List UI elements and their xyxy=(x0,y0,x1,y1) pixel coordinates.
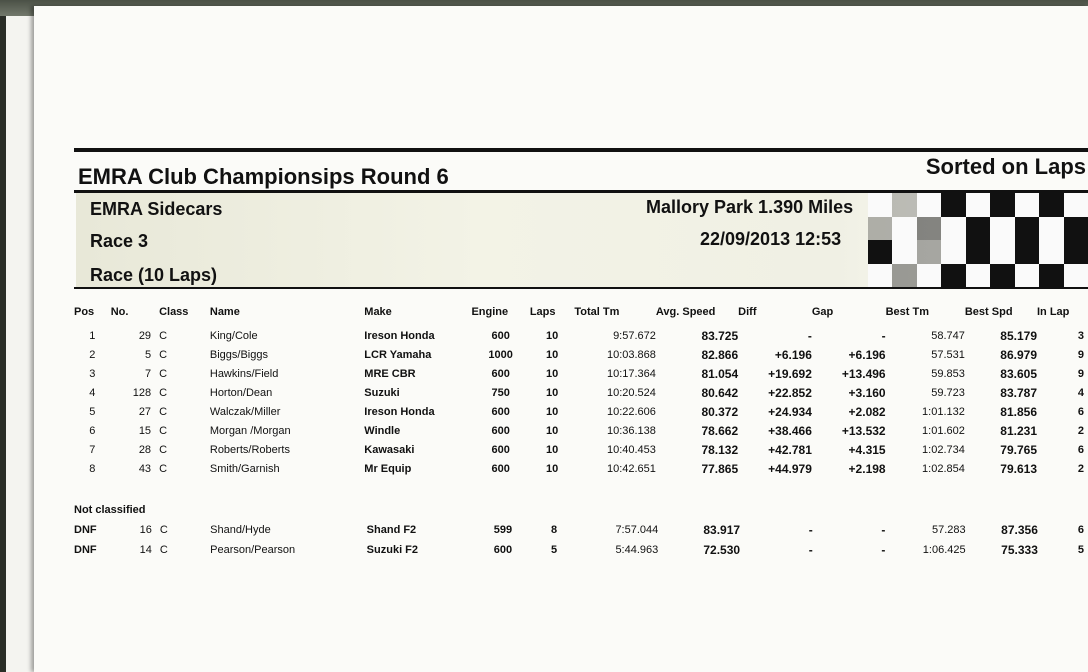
cell-avg: 78.132 xyxy=(701,442,739,457)
cell-class: C xyxy=(159,524,168,536)
cell-engine: 1000 xyxy=(488,348,513,361)
cell-diff: +19.692 xyxy=(768,366,812,381)
col-diff: Diff xyxy=(738,306,757,318)
cell-no: 16 xyxy=(139,524,152,536)
cell-name: Horton/Dean xyxy=(209,386,273,399)
cell-laps: 10 xyxy=(545,329,559,342)
col-class: Class xyxy=(159,306,189,318)
cell-best: 1:02.734 xyxy=(922,443,965,456)
race-banner xyxy=(76,193,1088,287)
checkered-flag-graphic xyxy=(868,193,1088,287)
cell-pos: 3 xyxy=(89,367,96,380)
col-avg: Avg. Speed xyxy=(655,306,716,318)
cell-avg: 78.662 xyxy=(701,423,739,438)
cell-best: 1:01.602 xyxy=(922,424,965,437)
cell-laps: 10 xyxy=(545,462,559,475)
cell-avg: 81.054 xyxy=(701,366,739,381)
race-label: Race 3 xyxy=(90,231,149,251)
cell-pos: 5 xyxy=(89,405,96,418)
cell-make: Mr Equip xyxy=(364,462,412,475)
cell-gap: +4.315 xyxy=(848,442,886,457)
cell-name: Walczak/Miller xyxy=(209,405,281,418)
cell-total: 10:17.364 xyxy=(606,367,656,380)
cell-pos: 7 xyxy=(89,443,96,456)
cell-diff: +44.979 xyxy=(768,461,812,476)
table-row xyxy=(74,326,1088,345)
cell-engine: 600 xyxy=(491,367,510,380)
cell-bspd: 79.613 xyxy=(1000,461,1037,476)
cell-best: 1:02.854 xyxy=(922,462,965,475)
results-table xyxy=(74,306,1088,478)
cell-bspd: 83.605 xyxy=(1000,366,1037,381)
cell-total: 9:57.672 xyxy=(613,329,656,342)
col-gap: Gap xyxy=(811,306,834,318)
cell-bspd: 81.231 xyxy=(1000,423,1037,438)
cell-laps: 10 xyxy=(545,443,559,456)
cell-name: Biggs/Biggs xyxy=(209,348,268,361)
col-name: Name xyxy=(209,306,240,318)
cell-no: 128 xyxy=(132,386,152,399)
col-no: No. xyxy=(110,306,129,318)
cell-inlap: 6 xyxy=(1077,405,1084,418)
cell-class: C xyxy=(159,424,168,437)
cell-inlap: 9 xyxy=(1077,348,1084,361)
col-total: Total Tm xyxy=(574,306,620,318)
cell-class: C xyxy=(159,544,168,556)
cell-make: Ireson Honda xyxy=(364,329,435,342)
table-row xyxy=(74,364,1088,383)
top-rule xyxy=(74,148,1088,152)
cell-engine: 750 xyxy=(491,386,510,399)
table-row xyxy=(74,421,1088,440)
col-make: Make xyxy=(364,306,392,318)
cell-best: 58.747 xyxy=(931,329,965,342)
cell-no: 15 xyxy=(138,424,152,437)
cell-inlap: 2 xyxy=(1077,424,1084,437)
cell-gap: - xyxy=(881,523,886,537)
table-row xyxy=(74,459,1088,478)
col-laps: Laps xyxy=(529,306,556,318)
cell-bspd: 75.333 xyxy=(1001,543,1038,557)
cell-total: 5:44.963 xyxy=(615,544,659,556)
race-detail: Race (10 Laps) xyxy=(90,265,218,285)
cell-class: C xyxy=(159,443,168,456)
results-body xyxy=(74,326,1088,478)
cell-total: 10:22.606 xyxy=(606,405,656,418)
cell-engine: 600 xyxy=(491,462,510,475)
cell-name: King/Cole xyxy=(209,329,258,342)
cell-laps: 10 xyxy=(545,424,559,437)
cell-class: C xyxy=(159,329,168,342)
cell-best: 59.853 xyxy=(931,367,965,380)
cell-avg: 72.530 xyxy=(703,543,741,557)
cell-engine: 600 xyxy=(491,405,510,418)
cell-gap: - xyxy=(881,328,886,343)
cell-gap: +6.196 xyxy=(848,347,886,362)
cell-inlap: 4 xyxy=(1077,386,1084,399)
cell-no: 5 xyxy=(144,348,152,361)
cell-inlap: 5 xyxy=(1077,544,1084,556)
cell-name: Smith/Garnish xyxy=(209,462,280,475)
cell-diff: - xyxy=(808,523,813,537)
cell-total: 10:42.651 xyxy=(606,462,656,475)
cell-avg: 83.917 xyxy=(703,523,741,537)
venue: Mallory Park 1.390 Miles xyxy=(646,197,854,217)
sort-label: Sorted on Laps xyxy=(925,154,1086,179)
cell-bspd: 86.979 xyxy=(1000,347,1037,362)
cell-gap: +13.532 xyxy=(841,423,886,438)
cell-no: 29 xyxy=(138,329,152,342)
col-best: Best Tm xyxy=(885,306,929,318)
col-inlap: In Lap xyxy=(1037,306,1070,318)
cell-diff: +22.852 xyxy=(768,385,812,400)
cell-total: 10:40.453 xyxy=(606,443,656,456)
cell-diff: +24.934 xyxy=(768,404,812,419)
cell-inlap: 9 xyxy=(1077,367,1084,380)
cell-engine: 600 xyxy=(491,424,510,437)
cell-class: C xyxy=(159,386,168,399)
cell-engine: 600 xyxy=(493,544,513,556)
cell-gap: - xyxy=(881,543,886,557)
cell-inlap: 6 xyxy=(1077,524,1084,536)
column-headers xyxy=(74,306,1088,326)
cell-name: Roberts/Roberts xyxy=(209,443,290,456)
cell-diff: +38.466 xyxy=(768,423,812,438)
cell-class: C xyxy=(159,462,168,475)
cell-name: Morgan /Morgan xyxy=(209,424,291,437)
cell-class: C xyxy=(159,367,168,380)
cell-best: 1:06.425 xyxy=(922,544,966,556)
cell-best: 59.723 xyxy=(931,386,965,399)
cell-avg: 80.372 xyxy=(701,404,739,419)
cell-laps: 10 xyxy=(545,367,559,380)
cell-class: C xyxy=(159,405,168,418)
cell-inlap: 6 xyxy=(1077,443,1084,456)
cell-inlap: 2 xyxy=(1077,462,1084,475)
cell-total: 10:36.138 xyxy=(606,424,656,437)
cell-bspd: 85.179 xyxy=(1000,328,1037,343)
cell-gap: +2.198 xyxy=(848,461,886,476)
not-classified-label: Not classified xyxy=(74,504,146,516)
results-sheet xyxy=(34,6,1088,672)
cell-diff: - xyxy=(807,328,812,343)
cell-make: Suzuki xyxy=(364,386,400,399)
cell-engine: 600 xyxy=(491,443,510,456)
cell-make: LCR Yamaha xyxy=(364,348,432,361)
cell-total: 7:57.044 xyxy=(615,524,659,536)
cell-avg: 77.865 xyxy=(701,461,739,476)
cell-pos: 1 xyxy=(89,329,96,342)
cell-make: MRE CBR xyxy=(364,367,416,380)
cell-laps: 10 xyxy=(545,348,559,361)
cell-laps: 10 xyxy=(545,405,559,418)
cell-gap: +13.496 xyxy=(841,366,886,381)
not-classified-table xyxy=(74,520,1088,560)
cell-make: Shand F2 xyxy=(366,524,417,536)
cell-diff: +42.781 xyxy=(768,442,812,457)
cell-no: 14 xyxy=(139,544,152,556)
cell-make: Ireson Honda xyxy=(364,405,435,418)
col-pos: Pos xyxy=(74,306,95,318)
cell-bspd: 79.765 xyxy=(1000,442,1037,457)
cell-avg: 80.642 xyxy=(701,385,739,400)
cell-no: 27 xyxy=(138,405,152,418)
cell-pos: DNF xyxy=(74,524,97,536)
cell-laps: 8 xyxy=(551,524,558,536)
class-name: EMRA Sidecars xyxy=(90,199,223,219)
col-bspd: Best Spd xyxy=(964,306,1013,318)
cell-no: 7 xyxy=(144,367,152,380)
cell-laps: 10 xyxy=(545,386,559,399)
cell-name: Shand/Hyde xyxy=(210,524,271,536)
cell-bspd: 83.787 xyxy=(1000,385,1037,400)
cell-class: C xyxy=(159,348,168,361)
col-engine: Engine xyxy=(471,306,509,318)
table-row xyxy=(74,540,1088,560)
cell-best: 57.531 xyxy=(931,348,965,361)
cell-no: 28 xyxy=(138,443,152,456)
table-row xyxy=(74,520,1088,540)
not-classified-body xyxy=(74,520,1088,560)
cell-bspd: 87.356 xyxy=(1001,523,1038,537)
cell-engine: 599 xyxy=(493,524,513,536)
banner-rule xyxy=(74,287,1088,289)
cell-make: Suzuki F2 xyxy=(366,544,419,556)
cell-inlap: 3 xyxy=(1077,329,1084,342)
cell-diff: - xyxy=(808,543,813,557)
cell-pos: 6 xyxy=(89,424,96,437)
table-row xyxy=(74,402,1088,421)
cell-make: Kawasaki xyxy=(364,443,415,456)
cell-gap: +3.160 xyxy=(848,385,886,400)
cell-bspd: 81.856 xyxy=(1000,404,1037,419)
cell-laps: 5 xyxy=(551,544,558,556)
cell-gap: +2.082 xyxy=(848,404,886,419)
cell-diff: +6.196 xyxy=(774,347,812,362)
race-datetime: 22/09/2013 12:53 xyxy=(700,229,842,249)
cell-total: 10:20.524 xyxy=(606,386,656,399)
cell-no: 43 xyxy=(138,462,152,475)
cell-best: 57.283 xyxy=(931,524,966,536)
cell-engine: 600 xyxy=(491,329,510,342)
cell-make: Windle xyxy=(364,424,401,437)
cell-name: Hawkins/Field xyxy=(209,367,279,380)
cell-total: 10:03.868 xyxy=(606,348,656,361)
table-row xyxy=(74,345,1088,364)
table-row xyxy=(74,383,1088,402)
cell-name: Pearson/Pearson xyxy=(210,544,296,556)
championship-title: EMRA Club Championsips Round 6 xyxy=(78,164,449,189)
cell-pos: 8 xyxy=(89,462,96,475)
cell-best: 1:01.132 xyxy=(922,405,965,418)
cell-avg: 82.866 xyxy=(701,347,739,362)
table-row xyxy=(74,440,1088,459)
cell-pos: DNF xyxy=(74,544,97,556)
cell-avg: 83.725 xyxy=(701,328,739,343)
cell-pos: 4 xyxy=(89,386,96,399)
cell-pos: 2 xyxy=(89,348,96,361)
